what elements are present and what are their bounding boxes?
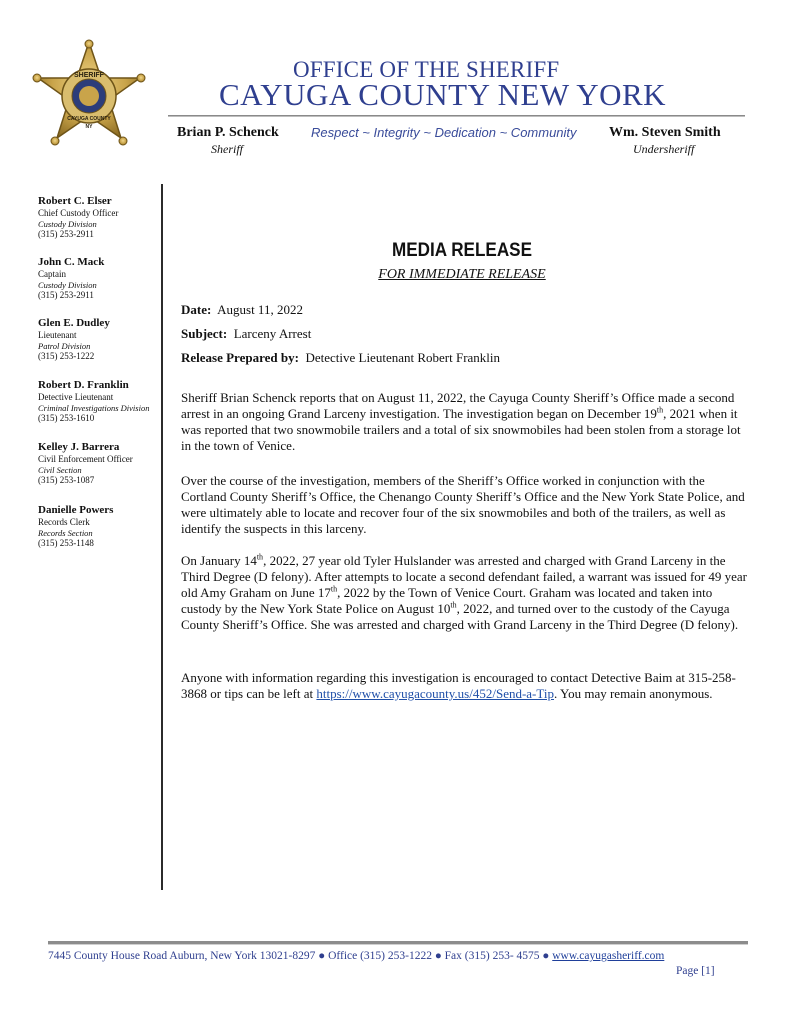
- subject-value: Larceny Arrest: [233, 326, 312, 341]
- date-value: August 11, 2022: [217, 302, 303, 317]
- staff-title: Civil Enforcement Officer: [38, 454, 133, 464]
- release-subtitle: FOR IMMEDIATE RELEASE: [378, 267, 546, 282]
- staff-entry: [38, 504, 163, 549]
- county-title: CAYUGA COUNTY NEW YORK: [219, 77, 667, 112]
- release-title: MEDIA RELEASE: [391, 240, 532, 261]
- staff-phone: (315) 253-1610: [38, 413, 95, 423]
- paragraph-2: Over the course of the investigation, members of the Sheriff’s Office worked in conjunction with the Cortland County Sheriff’s Office, the Chenango County Sheriff’s Office and the New York State Police, and were ultimately able to locate and recover four of the six snowmobiles and both of the trailers, as well as identify the suspects in this larceny.: [181, 473, 745, 536]
- website-link[interactable]: www.cayugasheriff.com: [552, 950, 665, 962]
- sheriff-badge-logo: [30, 38, 148, 160]
- staff-division: Records Section: [38, 528, 93, 538]
- staff-phone: (315) 253-1222: [38, 351, 95, 361]
- staff-division: Criminal Investigations Division: [38, 403, 150, 413]
- send-a-tip-link[interactable]: https://www.cayugacounty.us/452/Send-a-Tip: [316, 686, 554, 701]
- badge-text-state: NY: [85, 124, 93, 130]
- footer-divider: [48, 941, 748, 945]
- office-title: OFFICE OF THE SHERIFF: [293, 57, 560, 82]
- paragraph-3: On January 14th, 2022, 27 year old Tyler Hulslander was arrested and charged with Grand Larceny in the Third Degree (D felony). After attempts to locate a second defendant failed, a warrant was issued for 49 year old Amy Graham on June 17th, 2022 by the Town of Venice Court. Graham was located and taken into custody by the New York State Police on August 10th, 2022, and turned over to the custody of the Cayuga County Sheriff’s Office. She was arrested and charged with Grand Larceny in the Third Degree (D felony).: [181, 552, 747, 632]
- staff-division: Patrol Division: [38, 341, 91, 351]
- staff-entry: [38, 441, 163, 486]
- date-label: Date:: [181, 302, 212, 317]
- staff-title: Records Clerk: [38, 517, 90, 527]
- staff-division: Civil Section: [38, 465, 82, 475]
- badge-text-bottom: CAYUGA COUNTY: [67, 116, 111, 122]
- staff-division: Custody Division: [38, 280, 97, 290]
- staff-phone: (315) 253-2911: [38, 290, 94, 300]
- prepared-label: Release Prepared by:: [181, 350, 299, 365]
- footer-contact: [48, 950, 664, 962]
- prepared-value: Detective Lieutenant Robert Franklin: [305, 350, 501, 365]
- header-divider: [168, 115, 745, 117]
- release-prepared-by: [181, 350, 500, 366]
- subject-label: Subject:: [181, 326, 228, 341]
- motto: Respect ~ Integrity ~ Dedication ~ Community: [311, 125, 577, 140]
- sheriff-title: Sheriff: [211, 142, 243, 156]
- staff-phone: (315) 253-2911: [38, 229, 94, 239]
- staff-name: Robert D. Franklin: [38, 379, 129, 391]
- staff-title: Lieutenant: [38, 330, 77, 340]
- staff-title: Chief Custody Officer: [38, 208, 119, 218]
- staff-title: Detective Lieutenant: [38, 392, 114, 402]
- staff-title: Captain: [38, 269, 66, 279]
- staff-name: Kelley J. Barrera: [38, 441, 120, 453]
- release-subject: [181, 326, 311, 342]
- staff-name: John C. Mack: [38, 256, 105, 268]
- staff-entry: [38, 195, 163, 240]
- sheriff-name: Brian P. Schenck: [177, 125, 279, 140]
- footer-address: 7445 County House Road Auburn, New York 13021-8297 ● Office (315) 253-1222 ● Fax (315) 253- 4575 ●: [48, 950, 553, 962]
- staff-entry: [38, 256, 163, 301]
- staff-phone: (315) 253-1087: [38, 475, 95, 485]
- page-number: Page [1]: [676, 965, 715, 977]
- undersheriff-title: Undersheriff: [633, 142, 695, 156]
- staff-entry: [38, 379, 163, 424]
- staff-entry: [38, 317, 163, 362]
- paragraph-4: Anyone with information regarding this investigation is encouraged to contact Detective Baim at 315-258-3868 or tips can be left at https://www.cayugacounty.us/452/Send-a-Tip. You may remain anonymous.: [181, 670, 736, 701]
- staff-name: Glen E. Dudley: [38, 317, 110, 329]
- paragraph-1: Sheriff Brian Schenck reports that on August 11, 2022, the Cayuga County Sheriff’s Office made a second arrest in an ongoing Grand Larceny investigation. The investigation began on December 19th, 2021 when it was reported that two snowmobile trailers and a total of six snowmobiles had been stolen from a storage lot in the town of Venice.: [181, 390, 741, 453]
- badge-text-top: SHERIFF: [74, 72, 104, 79]
- staff-division: Custody Division: [38, 219, 97, 229]
- staff-phone: (315) 253-1148: [38, 538, 94, 548]
- staff-name: Danielle Powers: [38, 504, 114, 516]
- undersheriff-name: Wm. Steven Smith: [609, 125, 721, 140]
- release-date: [181, 302, 303, 318]
- staff-name: Robert C. Elser: [38, 195, 112, 207]
